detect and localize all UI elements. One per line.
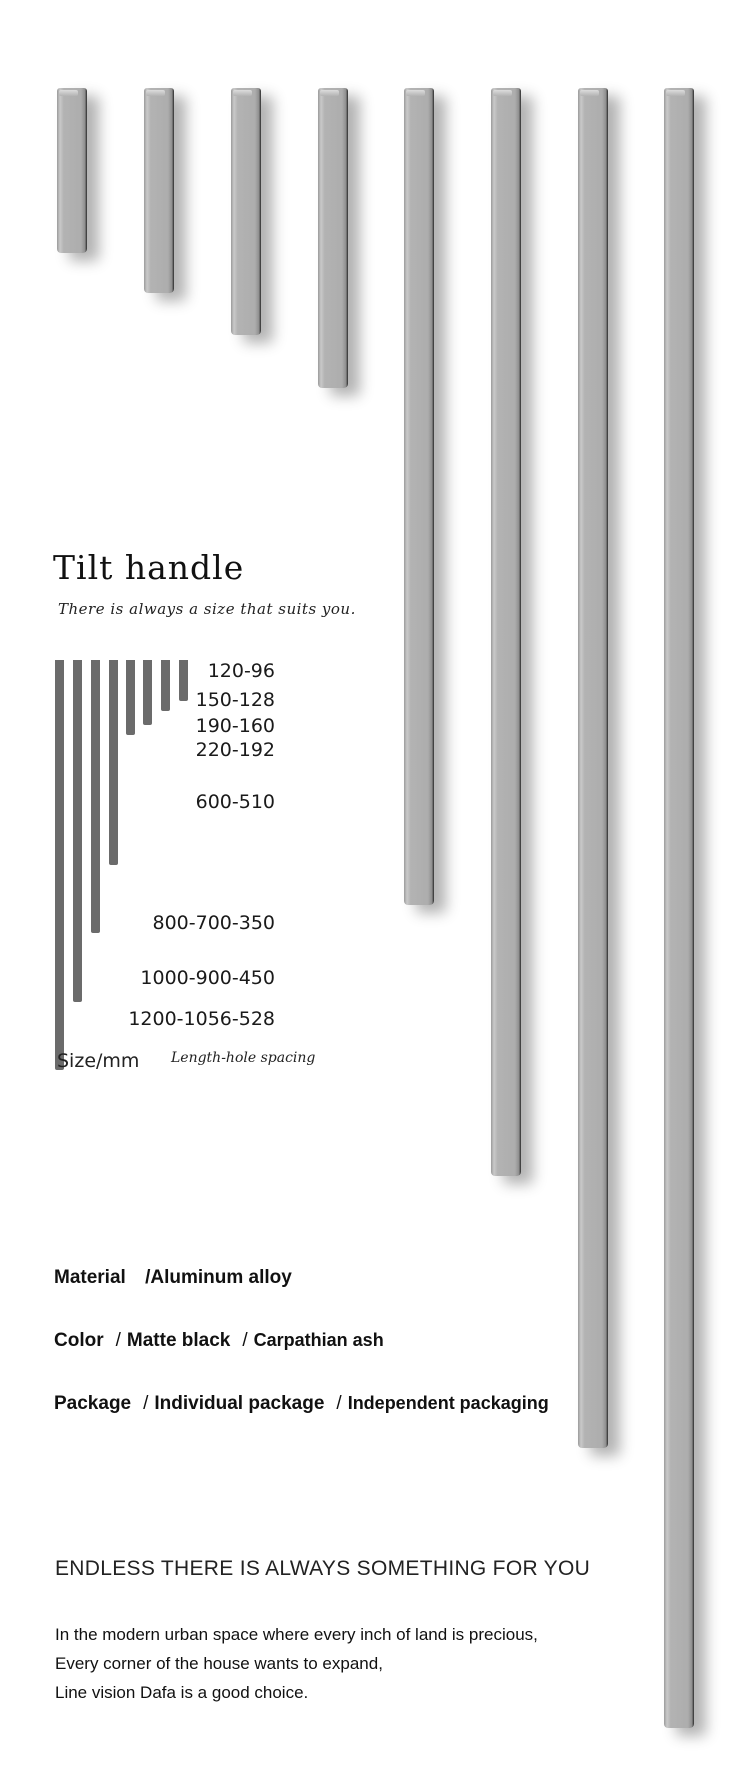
spec-package-option-2: Independent packaging [347,1393,549,1413]
spec-color-option-1: Matte black [126,1330,231,1351]
handle-120-96 [57,88,87,253]
page-subtitle: There is always a size that suits you. [58,600,356,618]
description-line-1: In the modern urban space where every inch of land is precious, [55,1625,538,1644]
mini-bar-220-192 [126,660,135,735]
spec-package-option-1: Individual package [154,1393,325,1414]
size-label-1000-900-450: 1000-900-450 [140,967,275,989]
handle-190-160 [231,88,261,335]
spec-color: Color / Matte black / Carpathian ash [54,1330,384,1351]
mini-bar-120-96 [179,660,188,701]
handle-150-128 [144,88,174,293]
size-label-800-700-350: 800-700-350 [152,912,275,934]
handle-1000-900-450 [578,88,608,1448]
size-legend-label: Length-hole spacing [171,1050,316,1066]
mini-bar-600-510 [109,660,118,865]
mini-bar-800-700-350 [91,660,100,933]
spec-material-value: /Aluminum alloy [145,1267,292,1288]
spec-material [54,1267,292,1289]
size-label-1200-1056-528: 1200-1056-528 [128,1008,275,1030]
slogan-heading: ENDLESS THERE IS ALWAYS SOMETHING FOR YOU [55,1557,591,1580]
spec-color-option-2: Carpathian ash [253,1330,384,1350]
spec-package: Package / Individual package / Independent packaging [54,1393,549,1414]
handle-220-192 [318,88,348,388]
description-line-3: Line vision Dafa is a good choice. [55,1683,309,1702]
size-unit-label: Size/mm [57,1050,140,1072]
spec-material-label: Material [54,1267,126,1288]
size-label-600-510: 600-510 [195,791,275,813]
handle-600-510 [404,88,434,905]
description-line-2: Every corner of the house wants to expand, [55,1654,383,1673]
mini-bar-1000-900-450 [73,660,82,1002]
mini-bar-190-160 [143,660,152,725]
spec-package-label: Package [54,1393,132,1414]
size-label-220-192: 220-192 [195,739,275,761]
size-label-190-160: 190-160 [195,715,275,737]
handle-800-700-350 [491,88,521,1176]
size-label-150-128: 150-128 [195,689,275,711]
handle-1200-1056-528 [664,88,694,1728]
mini-bar-1200-1056-528 [55,660,64,1070]
page-title: Tilt handle [53,548,245,587]
mini-bar-150-128 [161,660,170,711]
spec-color-label: Color [54,1330,104,1351]
size-label-120-96: 120-96 [207,660,275,682]
